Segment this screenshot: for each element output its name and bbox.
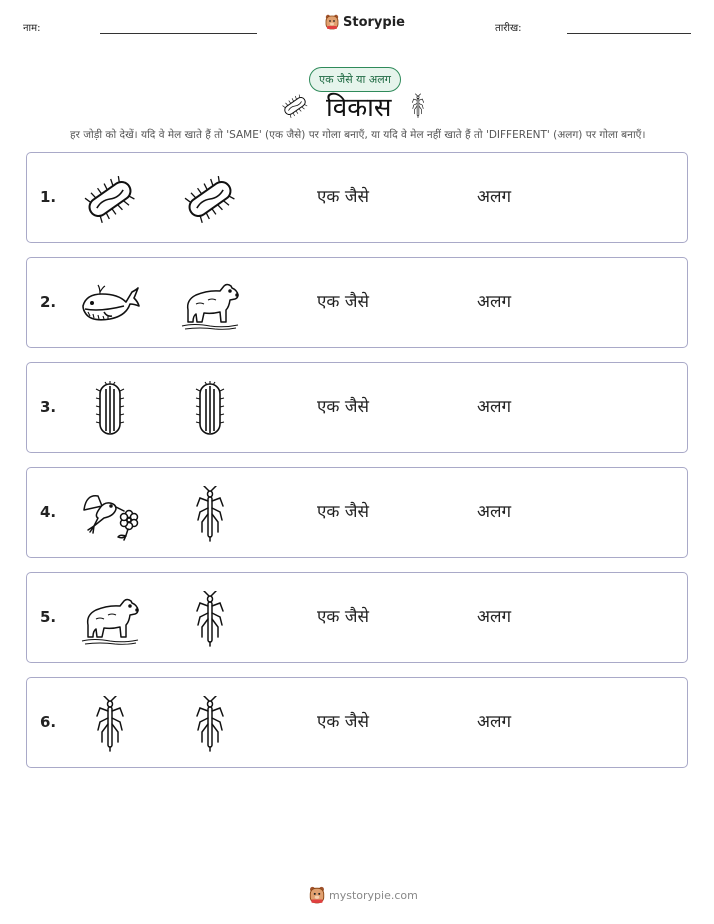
cactus-icon [180,381,240,437]
same-option[interactable]: एक जैसे [317,187,369,207]
footer [309,886,418,904]
instructions: हर जोड़ी को देखें। यदि वे मेल खाते हैं तो 'SAME' (एक जैसे) पर गोला बनाएँ, या यदि वे मेल नहीं खाते हैं तो 'DIFFERENT' (अलग) पर गोला बनाएँ। [70,129,646,141]
bacteria-icon [280,91,310,121]
stick-insect-icon [80,696,140,752]
question-number: 4. [40,503,57,521]
polar-bear-icon [80,591,140,647]
different-option[interactable]: अलग [477,607,512,627]
hummingbird-icon [80,486,140,542]
footer-url[interactable]: mystorypie.com [329,888,418,902]
question-number: 6. [40,713,57,731]
question-number: 1. [40,188,57,206]
question-row [26,467,688,558]
page-title: विकास [326,93,392,123]
cactus-icon [80,381,140,437]
brand-name: Storypie [343,14,405,30]
bear-logo-icon [325,14,339,30]
worksheet-type-badge: एक जैसे या अलग [309,67,401,92]
same-option[interactable]: एक जैसे [317,712,369,732]
whale-icon [80,276,140,332]
question-row [26,152,688,243]
stick-insect-icon [180,696,240,752]
bacteria-icon [80,171,140,227]
different-option[interactable]: अलग [477,397,512,417]
same-option[interactable]: एक जैसे [317,607,369,627]
different-option[interactable]: अलग [477,502,512,522]
different-option[interactable]: अलग [477,187,512,207]
question-number: 2. [40,293,57,311]
question-row [26,677,688,768]
different-option[interactable]: अलग [477,292,512,312]
name-line[interactable] [100,33,257,34]
date-label: तारीख: [495,23,522,34]
same-option[interactable]: एक जैसे [317,502,369,522]
question-row [26,257,688,348]
same-option[interactable]: एक जैसे [317,397,369,417]
bear-logo-icon [309,886,325,904]
question-row [26,572,688,663]
name-label: नाम: [23,23,41,34]
question-row [26,362,688,453]
different-option[interactable]: अलग [477,712,512,732]
question-number: 5. [40,608,57,626]
stick-insect-icon [180,486,240,542]
same-option[interactable]: एक जैसे [317,292,369,312]
date-line[interactable] [567,33,691,34]
polar-bear-icon [180,276,240,332]
bacteria-icon [180,171,240,227]
stick-insect-icon [180,591,240,647]
stick-insect-icon [405,90,431,122]
question-number: 3. [40,398,57,416]
brand-logo [325,14,405,30]
